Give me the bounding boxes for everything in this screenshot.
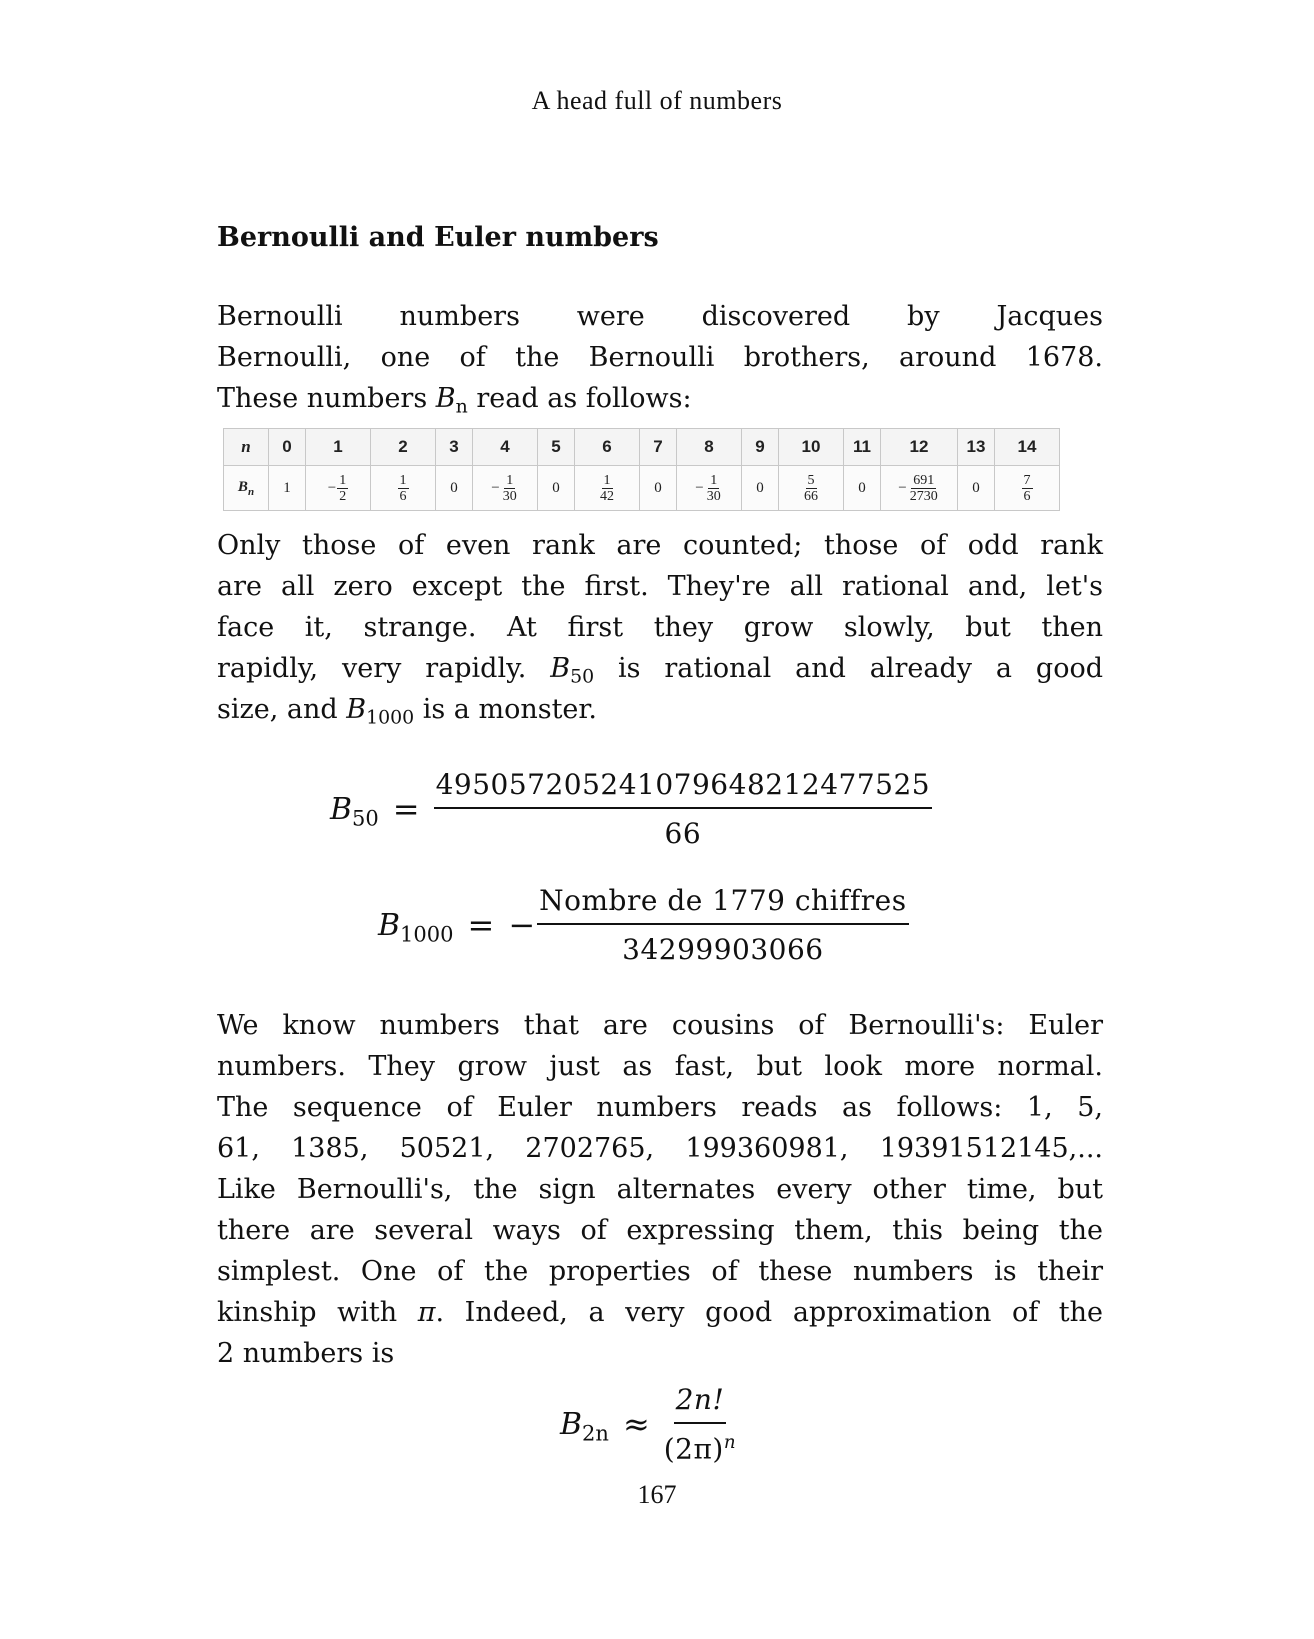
fraction — [434, 768, 933, 850]
text-run: These numbers — [217, 383, 436, 414]
para-line: 61, 1385, 50521, 2702765, 199360981, 19391512145,... — [217, 1133, 1103, 1164]
equation-lhs: $B_{2n}$ — [560, 1406, 609, 1445]
page-number: 167 — [637, 1480, 677, 1509]
text-run: read as follows: — [467, 383, 692, 414]
para-line: Bernoulli, one of the Bernoulli brothers, around 1678. — [217, 342, 1103, 373]
table-b-cell: − $\frac{691}{2730}$ — [881, 466, 958, 511]
numerator: Nombre de 1779 chiffres — [537, 884, 908, 925]
math-symbol: $B_n$ — [435, 383, 468, 418]
row-label-n: n — [224, 429, 269, 466]
para-line: Bernoulli numbers were discovered by Jacques — [217, 301, 1103, 332]
table-b-cell: 0 — [436, 466, 473, 511]
table-n-cell: 12 — [881, 429, 958, 466]
denominator: 34299903066 — [622, 933, 824, 966]
row-label-bn: $B_n$ — [224, 466, 269, 511]
table-b-cell: 1 — [269, 466, 306, 511]
denominator: 66 — [664, 817, 702, 850]
numerator: 2n! — [674, 1383, 727, 1424]
minus-sign: − — [508, 906, 536, 944]
paragraph-growth — [217, 525, 1103, 730]
table-n-cell: 7 — [640, 429, 677, 466]
equation-lhs: $B_{1000}$ — [378, 907, 454, 946]
fraction — [537, 884, 908, 966]
table-n-cell: 8 — [677, 429, 742, 466]
table-b-cell: − $\frac{1}{2}$ — [306, 466, 371, 511]
equals-sign: = — [467, 906, 495, 944]
denominator: $(2\pi)^n$ — [663, 1432, 737, 1466]
numerator: 495057205241079648212477525 — [434, 768, 933, 809]
table-n-cell: 13 — [958, 429, 995, 466]
fraction — [664, 1383, 736, 1465]
running-head: A head full of numbers — [531, 86, 783, 115]
table-n-cell: 4 — [473, 429, 538, 466]
table-b-cell: 7 6 — [995, 466, 1060, 511]
table-b-cell: 1 6 — [371, 466, 436, 511]
table-b-cell: − $\frac{1}{30}$ — [677, 466, 742, 511]
para-line: 2 numbers is — [217, 1338, 395, 1369]
table-b-cell: 0 — [538, 466, 575, 511]
table-n-cell: 5 — [538, 429, 575, 466]
paragraph-euler — [217, 1005, 1103, 1374]
section-title: Bernoulli and Euler numbers — [217, 222, 659, 253]
table-b-cell: 5 66 — [779, 466, 844, 511]
para-line: kinship with π. Indeed, a very good approximation of the — [217, 1297, 1104, 1328]
table-n-cell: 6 — [575, 429, 640, 466]
equation-lhs: $B_{50}$ — [330, 791, 379, 830]
approx-sign: ≈ — [622, 1405, 650, 1444]
para-line: simplest. One of the properties of these numbers is their — [217, 1256, 1103, 1287]
table-n-cell: 3 — [436, 429, 473, 466]
table-n-cell: 1 — [306, 429, 371, 466]
table-n-cell: 2 — [371, 429, 436, 466]
equation-b50 — [330, 768, 932, 850]
para-line: Only those of even rank are counted; those of odd rank — [217, 530, 1103, 561]
para-line — [217, 378, 1103, 419]
equals-sign: = — [392, 790, 420, 828]
table-value-row — [224, 466, 1060, 511]
paragraph-intro — [217, 296, 1103, 419]
table-n-cell: 9 — [742, 429, 779, 466]
math-symbol: $B_{50}$ — [550, 653, 595, 688]
para-line: numbers. They grow just as fast, but look more normal. — [217, 1051, 1103, 1082]
para-line: are all zero except the first. They're all rational and, let's — [217, 571, 1103, 602]
para-line: rapidly, very rapidly. $B_{50}$ is rational and already a good — [217, 653, 1103, 688]
table-b-cell: − $\frac{1}{30}$ — [473, 466, 538, 511]
table-n-cell: 10 — [779, 429, 844, 466]
table-b-cell: 0 — [844, 466, 881, 511]
para-line: size, and $B_{1000}$ is a monster. — [217, 694, 597, 729]
equation-approximation — [560, 1383, 736, 1465]
table-b-cell: 0 — [640, 466, 677, 511]
bernoulli-table — [223, 428, 1060, 511]
table-n-cell: 0 — [269, 429, 306, 466]
table-b-cell: 0 — [742, 466, 779, 511]
table-n-cell: 11 — [844, 429, 881, 466]
para-line: We know numbers that are cousins of Bernoulli's: Euler — [217, 1010, 1103, 1041]
equation-b1000 — [378, 884, 909, 966]
table-n-cell: 14 — [995, 429, 1060, 466]
para-line: there are several ways of expressing them, this being the — [217, 1215, 1103, 1246]
para-line: Like Bernoulli's, the sign alternates every other time, but — [217, 1174, 1103, 1205]
math-symbol: $B_{1000}$ — [346, 694, 415, 729]
table-b-cell: 0 — [958, 466, 995, 511]
table-header-row — [224, 429, 1060, 466]
para-line: face it, strange. At first they grow slowly, but then — [217, 612, 1103, 643]
para-line: The sequence of Euler numbers reads as follows: 1, 5, — [217, 1092, 1103, 1123]
table-b-cell: 1 42 — [575, 466, 640, 511]
math-symbol: π — [417, 1297, 436, 1328]
